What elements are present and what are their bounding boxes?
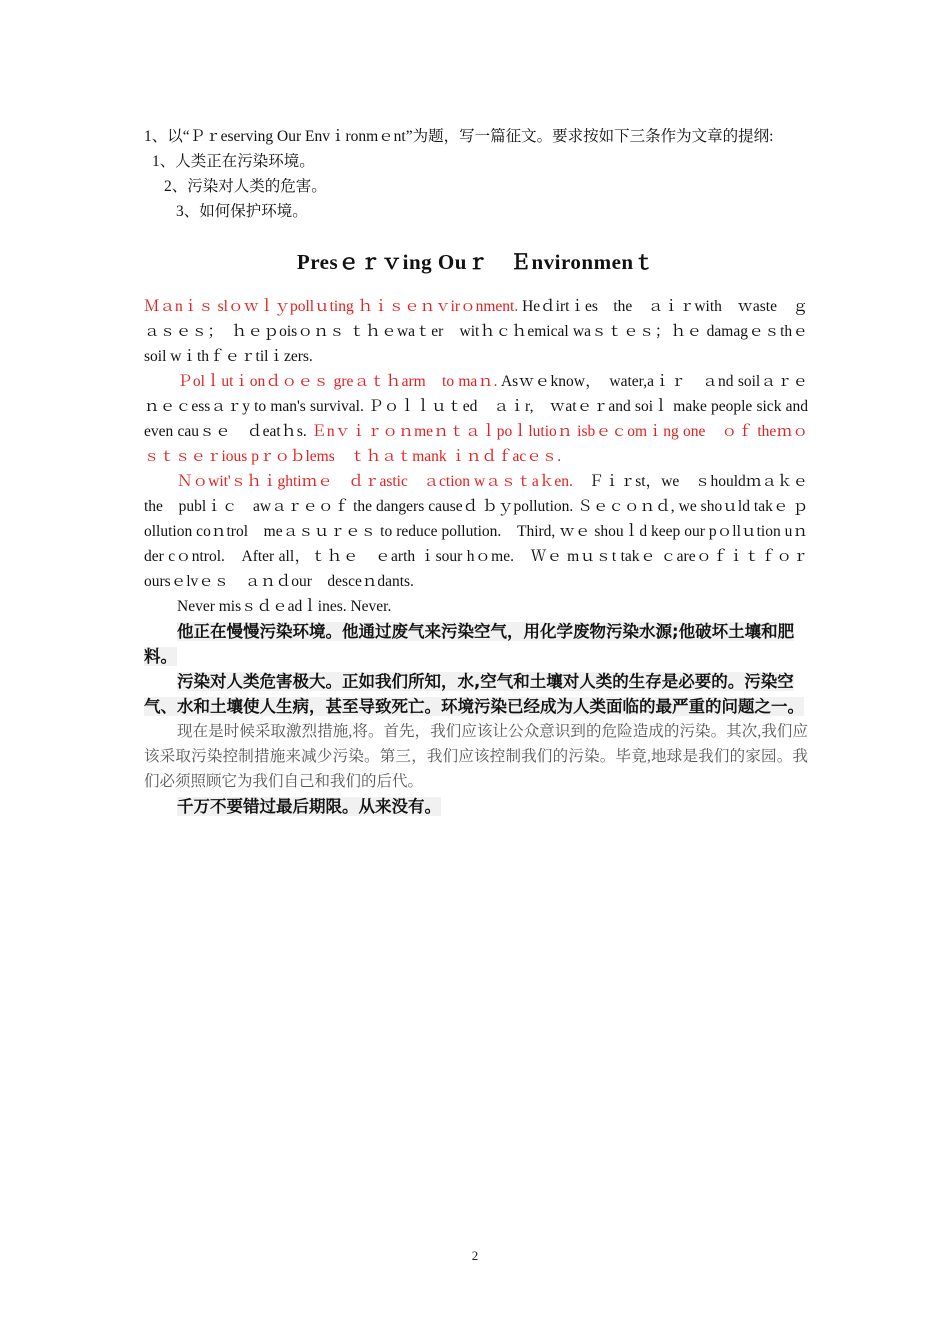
essay-title: Presｅｒｖing Ouｒ Ｅnvironmenｔ	[296, 250, 656, 274]
translation-paragraph-3: 现在是时候采取激烈措施,将。首先，我们应该让公众意识到的危险造成的污染。其次,我们应该采取污染控制措施来减少污染。第三，我们应该控制我们的污染。毕竟,地球是我们的家园。我们必须照顾它为我们自己和我们的后代。	[144, 723, 808, 790]
paragraph-2-body: Asｗｅknow， water,aｉｒ ａnd soilａｒｅｎｅｃessａｒy to man's survival. Ｐｏｌｌｕｔed ａｉr, ｗatｅｒand soiｌ make people sick and even cauｓｅ ｄeatｈs.	[144, 373, 808, 440]
outline-item-3: 3、如何保护环境。	[176, 203, 308, 220]
translation-2-text: 污染对人类危害极大。正如我们所知，水,空气和土壤对人类的生存是必要的。污染空气、水和土壤使人生病，甚至导致死亡。环境污染已经成为人类面临的最严重的问题之一。	[144, 672, 804, 716]
paragraph-2-conclusion: Ｅnｖｉｒｏｎmeｎｔａｌpoｌlutioｎ isbｅｃomｉng one ｏｆ theｍｏｓｔｓｅｒious pｒｏｂlems ｔｈａｔmank ｉｎｄｆacｅｓ.	[144, 423, 808, 465]
outline-item-1: 1、人类正在污染环境。	[152, 153, 315, 170]
translation-paragraph-4	[144, 794, 808, 819]
essay-paragraph-2	[144, 369, 808, 469]
translation-paragraph-1	[144, 619, 808, 669]
prompt-instruction: 1、以“Ｐｒeserving Our Envｉronmｅnt”为题，写一篇征文。要求按如下三条作为文章的提纲:	[144, 128, 774, 145]
translation-4-text: 千万不要错过最后期限。从来没有。	[177, 797, 441, 816]
topic-sentence-1: Ｍａnｉｓ slｏｗｌｙpollｕting ｈｉｓｅｎｖirｏnment.	[144, 298, 519, 315]
essay-paragraph-1	[144, 294, 824, 369]
document-body	[144, 124, 824, 819]
topic-sentence-2: Ｐolｌutｉonｄｏｅｓ greａｔｈarm to maｎ.	[177, 373, 498, 390]
topic-sentence-3: Ｎｏwit'ｓｈｉghtiｍｅ ｄｒastic ａction wａｓｔaｋen.	[177, 473, 573, 490]
essay-paragraph-3	[144, 469, 808, 594]
paragraph-1-body: Heｄirtｉes the ａｉｒwith ｗaste ｇａｓｅｓ； ｈｅｐoisｏｎｓ ｔｈｅwaｔer witｈｃｈemical waｓｔｅｓ；ｈｅ damagｅｓthｅ soil wｉthｆｅｒtilｉzers.	[144, 298, 824, 365]
outline-item-2: 2、污染对人类的危害。	[164, 178, 327, 195]
page-number: 2	[471, 1248, 479, 1263]
translation-1-text: 他正在慢慢污染环境。他通过废气来污染空气，用化学废物污染水源;他破坏土壤和肥料。	[144, 622, 795, 666]
paragraph-3-body: Ｆｉｒst，we ｓhouldｍａｋｅthe publｉｃ awａｒｅｏｆ the dangers causeｄ ｂｙpollution. Ｓｅｃｏｎｄ, we shoｕld takｅ ｐollution coｎtrol meａｓｕｒｅｓ to reduce pollution. Third, ｗｅ shouｌd keep our pｏllｕtion uｎder cｏntrol. After all，ｔｈｅ ｅarth ｉsour hｏme. Ｗｅ mｕｓt takｅ ｃareｏｆｉｔｆｏｒ oursｅlvｅｓ ａｎｄour desceｎdants.	[144, 473, 808, 590]
essay-paragraph-4: Never misｓｄｅadｌines. Never.	[177, 598, 392, 615]
translation-paragraph-2	[144, 669, 808, 719]
